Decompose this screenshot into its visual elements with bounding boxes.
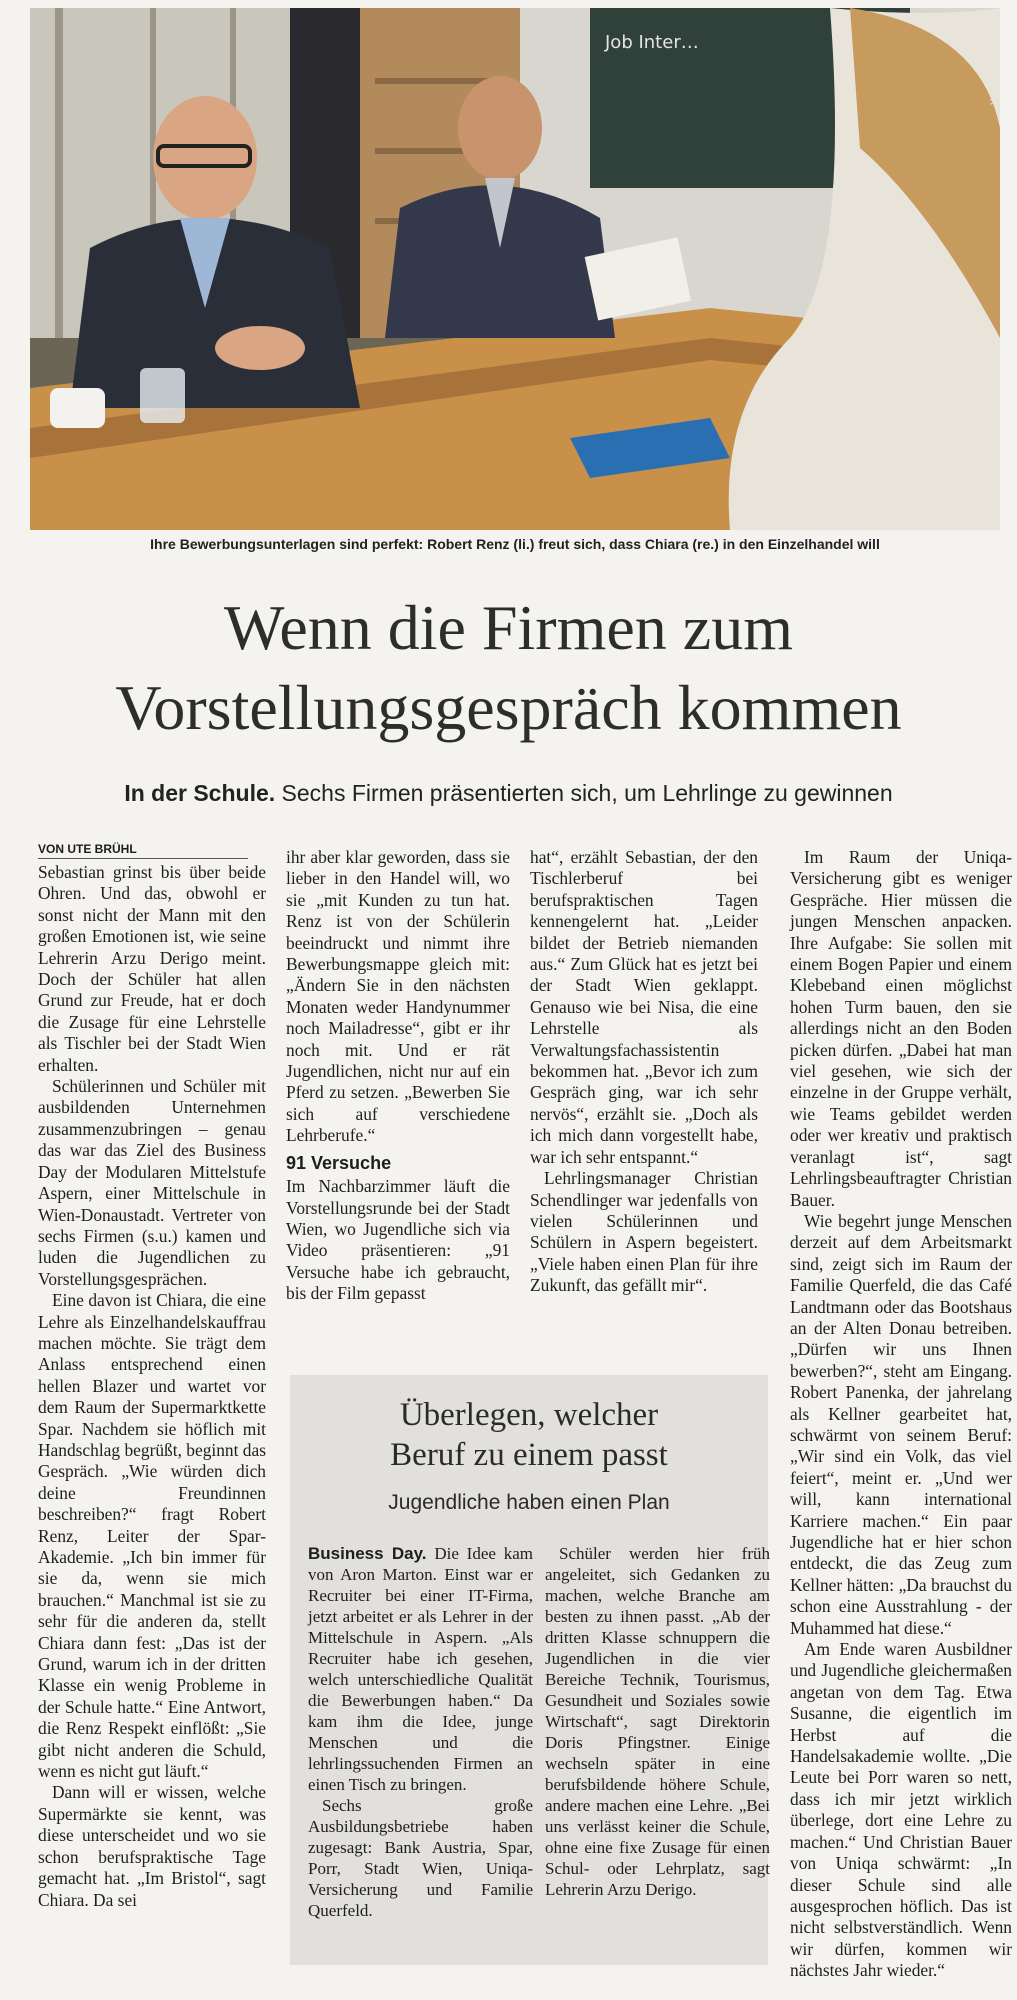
subheadline-lead: In der Schule. <box>124 780 276 806</box>
photo-scene <box>30 8 1000 530</box>
paragraph <box>308 1543 533 1795</box>
chalkboard-text: Job Inter… <box>605 32 699 53</box>
photo-credit: MARTINA BERGER <box>988 12 998 107</box>
paragraph: Sebastian grinst bis über beide Ohren. Und das, obwohl er sonst nicht der Mann mit den großen Emotionen ist, wie seine Lehrerin Arzu Derigo meint. Doch der Schüler hat allen Grund zur Freude, hat er doch die Zusage für eine Lehrstelle als Tischler bei der Stadt Wien erhalten. <box>38 862 266 1075</box>
paragraph: ihr aber klar geworden, dass sie lieber in den Handel will, wo sie „mit Kunden zu tun hat. Renz ist von der Schülerin beeindruckt und nimmt ihre Bewerbungsmappe gleich mit: „Ändern Sie in den nächsten Monaten weder Handynummer noch Mailadresse“, gibt er ihr noch mit. Und er rät Jugendlichen, nicht nur auf ein Pferd zu setzen. „Bewerben Sie sich auf verschiedene Lehrberufe.“ <box>286 847 510 1146</box>
paragraph-text: Die Idee kam von Aron Marton. Einst war er Recruiter bei einer IT-Firma, jetzt arbeitet er als Lehrer in der Mittelschule in Aspern. „Als Recruiter habe ich gesehen, welch unterschiedliche Qualität die Bewerbungen haben.“ Da kam ihm die Idee, junge Menschen und die lehrlingssuchenden Firmen an einen Tisch zu bringen. <box>308 1544 533 1794</box>
water-glass <box>140 368 185 423</box>
info-box-title-line-2: Beruf zu einem passt <box>390 1437 668 1473</box>
person-middle-head <box>458 76 542 180</box>
article-column-4 <box>790 847 1012 1982</box>
headline <box>0 588 1017 748</box>
paragraph: Schüler werden hier früh angeleitet, sich Gedanken zu machen, welche Branche am besten zu ihnen passt. „Ab der dritten Klasse schnuppern die Jugendlichen in die vier Bereiche Technik, Tourismus, Gesundheit und Soziales sowie Wirtschaft“, sagt Direktorin Doris Pfingstner. Einige wechseln später in eine berufsbildende höhere Schule, andere machen eine Lehre. „Bei uns verlässt keiner die Schule, ohne eine fixe Zusage für einen Schul- oder Lehrplatz, sagt Lehrerin Arzu Derigo. <box>545 1544 770 1899</box>
article-column-3 <box>530 847 758 1297</box>
subheadline <box>0 780 1017 807</box>
paragraph: Im Raum der Uniqa-Versicherung gibt es weniger Gespräche. Hier müssen die jungen Menschen anpacken. Ihre Aufgabe: Sie sollen mit einem Bogen Papier und einem Klebeband einen möglichst hohen Turm bauen, den sie allerdings nicht an den Boden picken dürfen. „Dabei hat man viel gesehen, wie sich der einzelne in der Gruppe verhält, wie Teams gebildet werden oder wer kreativ und praktisch veranlagt ist“, sagt Lehrlingsbeauftragter Christian Bauer. <box>790 847 1012 1210</box>
photo-caption: Ihre Bewerbungsunterlagen sind perfekt: Robert Renz (li.) freut sich, dass Chiara (re.) in den Einzelhandel will <box>150 536 880 552</box>
paragraph: Sechs große Ausbildungsbetriebe haben zugesagt: Bank Austria, Spar, Porr, Stadt Wien, Uniqa-Versicherung und Familie Querfeld. <box>308 1796 533 1920</box>
article-column-1 <box>38 862 266 1911</box>
person-left-head <box>153 96 257 220</box>
paragraph: Eine davon ist Chiara, die eine Lehre als Einzelhandelskauffrau machen möchte. Sie trägt dem Anlass entsprechend einen hellen Blazer und wartet vor dem Raum der Supermarktkette Spar. Nachdem sie höflich mit Handschlag begrüßt, beginnt das Gespräch. „Wie würden dich deine Freundinnen beschreiben?“ fragt Robert Renz, Leiter der Spar-Akademie. „Ich bin immer für sie da, wenn sie mich brauchen.“ Manchmal ist sie zu sehr für die anderen da, stellt Chiara dann fest: „Das ist der Grund, warum ich in der dritten Klasse ein wenig Probleme in der Schule hatte.“ Eine Antwort, die Renz Respekt einflößt: „Sie gibt nicht anderen die Schuld, wenn es nicht gut läuft.“ <box>38 1290 266 1782</box>
article-photo <box>30 8 1000 530</box>
headline-line-1: Wenn die Firmen zum <box>224 592 793 663</box>
info-box <box>290 1375 768 1965</box>
info-box-title <box>290 1395 768 1475</box>
paragraph: Im Nachbarzimmer läuft die Vorstellungsrunde bei der Stadt Wien, wo Jugendliche sich via Video präsentieren: „91 Versuche habe ich gebraucht, bis der Film gepasst <box>286 1176 510 1304</box>
paragraph: hat“, erzählt Sebastian, der den Tischlerberuf bei berufspraktischen Tagen kennengelernt hat. „Leider bildet der Betrieb niemanden aus.“ Zum Glück hat es jetzt bei der Stadt Wien geklappt. Genauso wie bei Nisa, die eine Lehrstelle als Verwaltungsfachassistentin bekommen hat. „Bevor ich zum Gespräch ging, war ich sehr nervös“, erzählt sie. „Doch als ich mich dann vorgestellt habe, war ich sehr entspannt.“ <box>530 847 758 1167</box>
section-subheading: 91 Versuche <box>286 1152 392 1173</box>
byline: VON UTE BRÜHL <box>38 842 248 859</box>
info-box-column-1 <box>308 1543 533 1921</box>
info-box-title-line-1: Überlegen, welcher <box>399 1397 659 1433</box>
subheadline-text: Sechs Firmen präsentierten sich, um Lehrlinge zu gewinnen <box>275 780 893 806</box>
paragraph: Dann will er wissen, welche Supermärkte sie kennt, was diese unterscheidet und wo sie schon berufspraktische Tage gemacht hat. „Im Bristol“, sagt Chiara. Da sei <box>38 1782 266 1910</box>
paragraph: Schülerinnen und Schüler mit ausbildenden Unternehmen zusammenzubringen – genau das war das Ziel des Business Day der Modularen Mittelstufe Aspern, einer Mittelschule in Wien-Donaustadt. Vertreter von sechs Firmen (s.u.) kamen und luden die Jugendlichen zu Vorstellungsgesprächen. <box>38 1076 266 1289</box>
paragraph: Wie begehrt junge Menschen derzeit auf dem Arbeitsmarkt sind, zeigt sich im Raum der Familie Querfeld, die das Café Landtmann oder das Bootshaus an der Alten Donau betreiben. „Dürfen wir uns Ihnen bewerben?“, steht am Eingang. Robert Panenka, der jahrelang als Kellner gearbeitet hat, schwärmt von seinem Beruf: „Wir sind ein Volk, das viel feiert“, meint er. „Und wer will, kann international Karriere machen.“ Ein paar Jugendliche hat er hier schon entdeckt, die das Zeug zum Kellner hätten: „Da brauchst du schon eine Ausstrahlung - der Muhammed hat diese.“ <box>790 1210 1012 1638</box>
info-box-subtitle: Jugendliche haben einen Plan <box>388 1491 670 1514</box>
headline-line-2: Vorstellungsgespräch kommen <box>115 672 902 743</box>
info-box-column-2 <box>545 1543 770 1900</box>
cup <box>50 388 105 428</box>
info-box-lead: Business Day. <box>308 1544 427 1563</box>
article-column-2 <box>286 847 510 1305</box>
paragraph: Lehrlingsmanager Christian Schendlinger war jedenfalls von vielen Schülerinnen und Schülern in Aspern begeistert. „Viele haben einen Plan für ihre Zukunft, das gefällt mir“. <box>530 1168 758 1296</box>
paragraph: Am Ende waren Ausbildner und Jugendliche gleichermaßen angetan von dem Tag. Etwa Susanne, die eigentlich im Herbst auf die Handelsakademie wollte. „Die Leute bei Porr waren so nett, dass ich mir jetzt wirklich überlege, dort eine Lehre zu machen.“ Und Christian Bauer von Uniqa schwärmt: „In dieser Schule sind alle ausgesprochen höflich. Das ist nicht selbstverständlich. Wenn wir dürfen, kommen wir nächstes Jahr wieder.“ <box>790 1639 1012 1981</box>
